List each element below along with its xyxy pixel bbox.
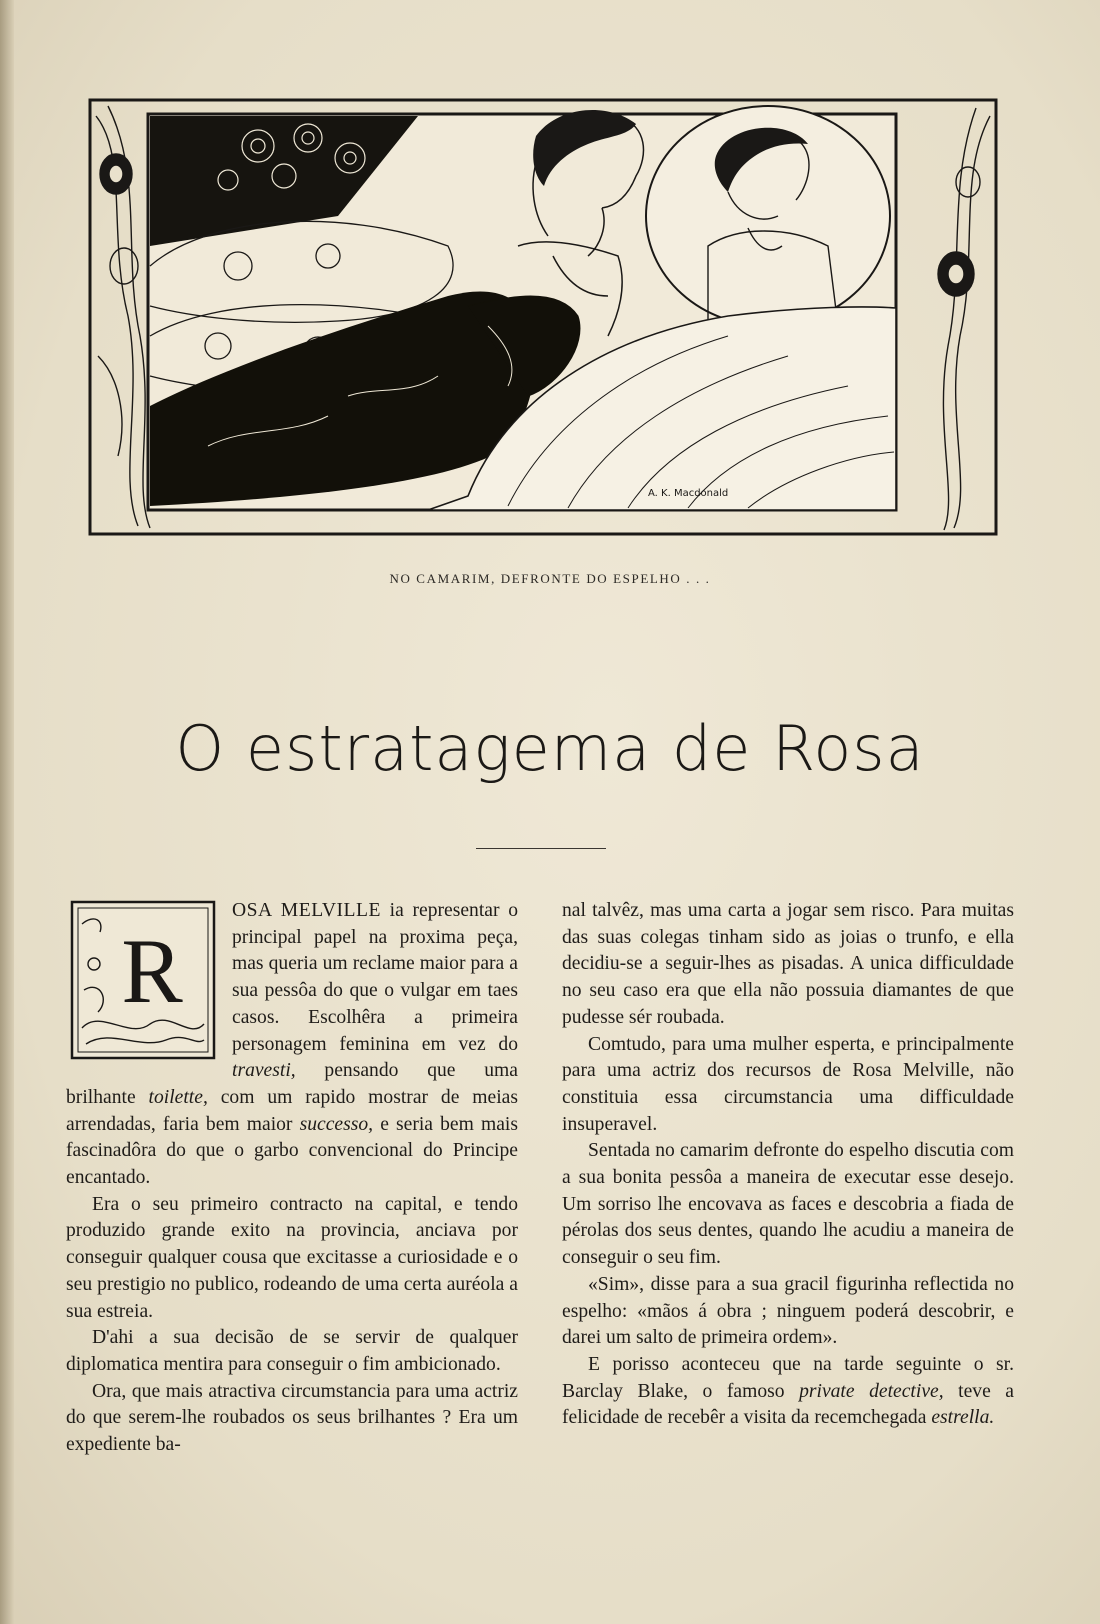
text-run: OSA MELVILLE bbox=[232, 900, 381, 921]
paragraph-4: Ora, que mais atractiva circumstancia para uma actriz do que serem-lhe roubados os seus brilhantes ? Era um expediente ba- bbox=[66, 1380, 518, 1456]
italic-text: successo, bbox=[299, 1113, 374, 1135]
dressing-room-illustration bbox=[88, 96, 1000, 542]
text-run: ia representar o principal papel na proxima peça, mas queria um reclame maior para a sua pessôa do que o vulgar em taes casos. Escolhêra a primeira personagem feminina em vez do bbox=[232, 900, 518, 1055]
paragraph-8: «Sim», disse para a sua gracil figurinha reflectida no espelho: «mãos á obra ; ninguem poderá descobrir, e darei um salto de primeira ordem». bbox=[562, 1273, 1014, 1349]
italic-text: private detective, bbox=[799, 1380, 944, 1402]
paragraph-6: Comtudo, para uma mulher esperta, e principalmente para uma actriz dos recursos de Rosa Melville, não constituia essa circumstancia uma difficuldade insuperavel. bbox=[562, 1033, 1014, 1135]
paragraph-9 bbox=[562, 1352, 1014, 1432]
paragraph-2: Era o seu primeiro contracto na capital, e tendo produzido grande exito na provincia, anciava por conseguir qualquer cousa que excitasse a curiosidade e o seu prestigio no publico, rodeando de uma certa auréola a sua estreia. bbox=[66, 1193, 518, 1322]
italic-text: toilette, bbox=[148, 1086, 208, 1108]
text-run: teve a felicidade de recebêr a visita da recemchegada bbox=[562, 1380, 1014, 1429]
article-title: O estratagema de Rosa bbox=[175, 712, 925, 785]
text-run: e seria bem mais fascinadôra do que o garbo convencional do Principe encantado. bbox=[66, 1113, 518, 1189]
title-divider bbox=[476, 848, 606, 849]
text-run: com um rapido mostrar de meias arrendadas, faria bem maior bbox=[66, 1086, 518, 1135]
paragraph-7: Sentada no camarim defronte do espelho discutia com a sua bonita pessôa a maneira de executar esse desejo. Um sorriso lhe encovava as faces e descobria a fiada de pérolas dos seus dentes, quando lhe acudiu a maneira de conseguir o seu fim. bbox=[562, 1140, 1014, 1269]
left-column bbox=[66, 898, 518, 1459]
right-column bbox=[562, 898, 1014, 1432]
ornamental-dropcap bbox=[70, 900, 216, 1060]
page-gutter bbox=[0, 0, 14, 1624]
illustration-caption: NO CAMARIM, DEFRONTE DO ESPELHO . . . bbox=[389, 571, 711, 586]
italic-text: travesti, bbox=[232, 1060, 296, 1082]
paragraph-5: nal talvêz, mas uma carta a jogar sem risco. Para muitas das suas colegas tinham sido as joias o trunfo, e ella decidiu-se a seguir-lhes as pisadas. A unica difficuldade no seu caso era que ella não possuia diamantes de que pudesse sér roubada. bbox=[562, 900, 1014, 1028]
text-run: pensando que uma brilhante bbox=[66, 1060, 518, 1108]
peacock-feather-right bbox=[938, 108, 990, 530]
dropcap-letter: R bbox=[121, 920, 183, 1022]
italic-text: estrella. bbox=[931, 1407, 995, 1429]
peacock-feather-left bbox=[96, 106, 150, 528]
paragraph-3: D'ahi a sua decisão de se servir de qualquer diplomatica mentira para conseguir o fim ambicionado. bbox=[66, 1327, 518, 1375]
text-run: E porisso aconteceu que na tarde seguinte o sr. Barclay Blake, o famoso bbox=[562, 1353, 1014, 1402]
artist-signature: A. K. Macdonald bbox=[648, 488, 729, 499]
